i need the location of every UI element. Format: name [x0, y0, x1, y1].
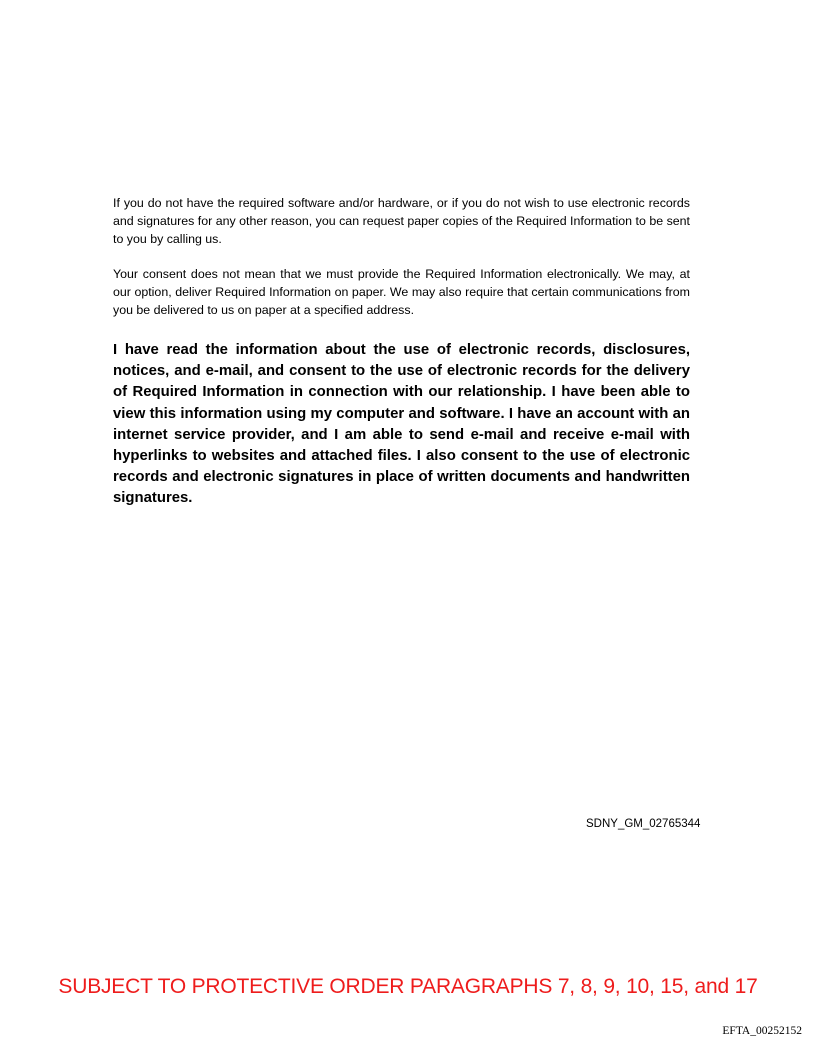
consent-statement: I have read the information about the use of electronic records, disclosures, notices, and e-mail, and consent to the use of electronic records for the delivery of Required Information in connection with our relationship. I have been able to view this information using my computer and software. I have an account with an internet service provider, and I am able to send e-mail and receive e-mail with hyperlinks to websites and attached files. I also consent to the use of electronic records and electronic signatures in place of written documents and handwritten signatures. — [113, 342, 690, 507]
consent-scope-paragraph: Your consent does not mean that we must provide the Required Information electronically. We may, at our option, deliver Required Information on paper. We may also require that certain communications from you be delivered to us on paper at a specified address. — [113, 267, 690, 317]
paper-copies-paragraph: If you do not have the required software and/or hardware, or if you do not wish to use electronic records and signatures for any other reason, you can request paper copies of the Required Information to be sent to you by calling us. — [113, 196, 690, 246]
protective-order-notice: SUBJECT TO PROTECTIVE ORDER PARAGRAPHS 7, 8, 9, 10, 15, and 17 — [58, 975, 758, 998]
efta-number: EFTA_00252152 — [722, 1025, 802, 1037]
bates-number: SDNY_GM_02765344 — [586, 818, 701, 830]
